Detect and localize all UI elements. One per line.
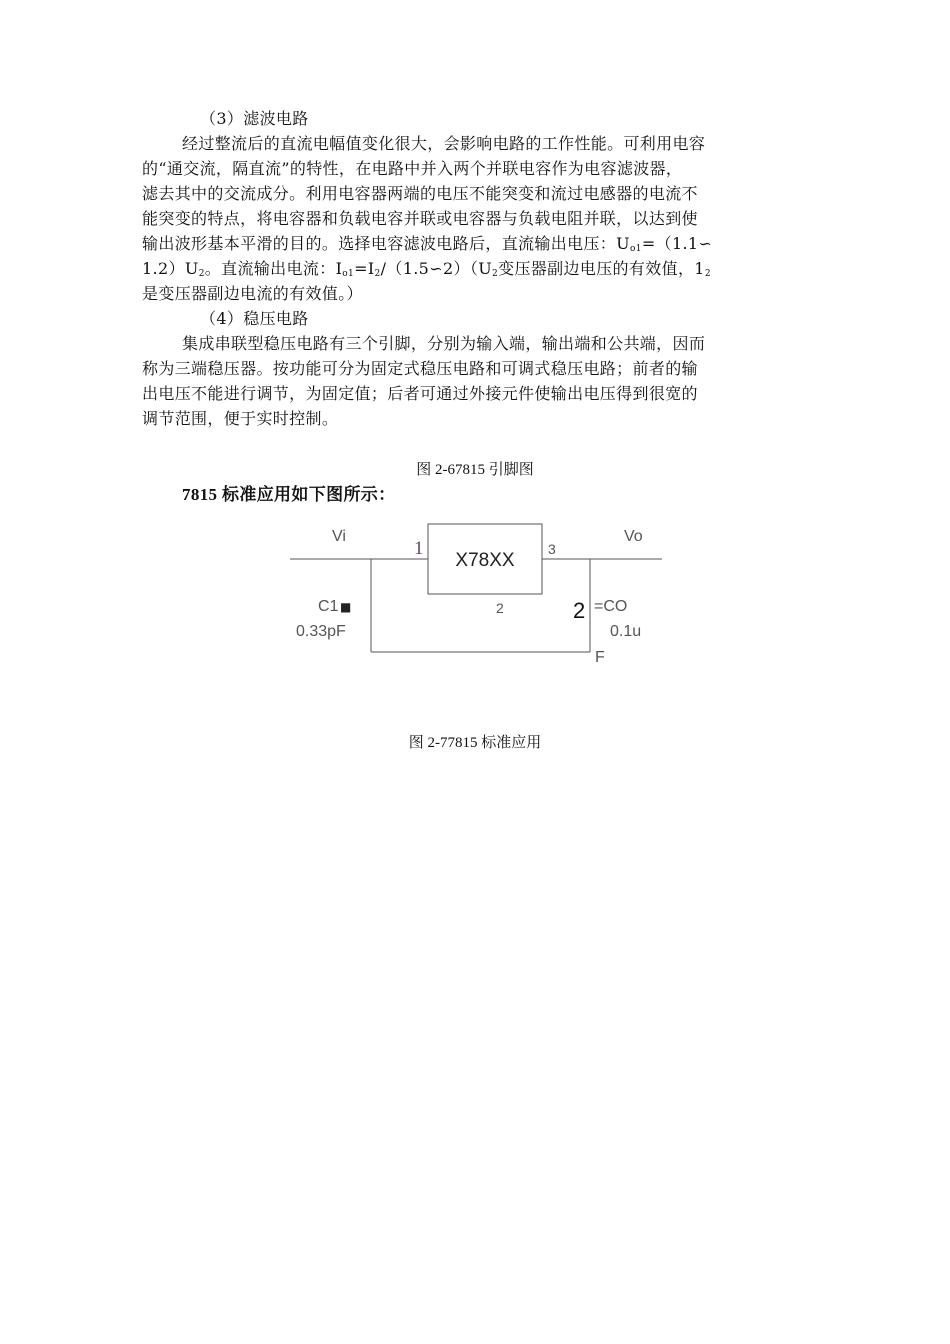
pin2-label: 2 — [496, 600, 504, 616]
subscript: 2 — [374, 269, 381, 279]
paragraph-line — [142, 181, 794, 206]
paragraph-line — [142, 381, 794, 406]
line-text: 滤去其中的交流成分。利用电容器两端的电压不能突变和流过电感器的电流不 — [142, 184, 698, 203]
c1-label: C1 — [318, 598, 339, 615]
clipped-label: F — [595, 649, 605, 666]
subscript: 2 — [704, 269, 711, 279]
line-text: 集成串联型稳压电路有三个引脚，分别为输入端，输出端和公共端，因而 — [182, 334, 706, 353]
line-text: =I — [354, 259, 375, 278]
line-text: 经过整流后的直流电幅值变化很大，会影响电路的工作性能。可利用电容 — [182, 134, 706, 153]
chip-name: X78XX — [455, 550, 515, 571]
paragraph-line — [182, 331, 834, 356]
vi-label: Vi — [332, 528, 346, 545]
figure-caption-pinout: 图 2-67815 引脚图 — [416, 462, 534, 478]
intro-text: 7815 标准应用如下图所示： — [182, 485, 396, 504]
section-heading-regulator — [200, 306, 852, 331]
circuit-svg — [286, 518, 666, 666]
line-text: 。直流输出电流：I — [204, 259, 343, 278]
subscript: 2 — [492, 269, 499, 279]
heading-text: （3）滤波电路 — [200, 109, 309, 128]
pin2-large-label: 2 — [573, 598, 586, 623]
subscript: 2 — [198, 269, 205, 279]
heading-text: （4）稳压电路 — [200, 309, 309, 328]
paragraph-line — [142, 356, 794, 381]
circuit-diagram — [286, 518, 666, 666]
line-text: 是变压器副边电流的有效值。） — [142, 284, 363, 303]
line-text: /（1.5∽2）（U — [380, 259, 493, 278]
paragraph-line — [142, 156, 794, 181]
section-heading-filter — [200, 106, 852, 131]
paragraph-line — [182, 131, 834, 156]
line-text: 称为三端稳压器。按功能可分为固定式稳压电路和可调式稳压电路；前者的输 — [142, 359, 698, 378]
line-text: 变压器副边电压的有效值，1 — [498, 259, 705, 278]
paragraph-line — [142, 406, 794, 431]
co-label: =CO — [594, 598, 628, 615]
vo-label: Vo — [624, 528, 643, 545]
figure-intro — [182, 482, 834, 507]
pin3-label: 3 — [548, 541, 556, 557]
line-text: 输出波形基本平滑的目的。选择电容滤波电路后，直流输出电压：U — [142, 234, 630, 253]
line-text: 调节范围，便于实时控制。 — [142, 409, 339, 428]
c1-marker: ■ — [340, 600, 352, 614]
subscript: o1 — [342, 269, 355, 279]
figure-caption-application: 图 2-77815 标准应用 — [408, 735, 542, 751]
line-text: 出电压不能进行调节，为固定值；后者可通过外接元件使输出电压得到很宽的 — [142, 384, 698, 403]
c1-value: 0.33pF — [296, 623, 346, 640]
paragraph-line — [142, 281, 794, 306]
line-text: 能突变的特点，将电容器和负载电容并联或电容器与负载电阻并联，以达到使 — [142, 209, 698, 228]
line-text: 1.2）U — [142, 259, 199, 278]
co-value: 0.1u — [610, 623, 642, 640]
line-text: 的“通交流，隔直流”的特性，在电路中并入两个并联电容作为电容滤波器， — [142, 159, 683, 178]
line-text: =（1.1∽ — [641, 234, 713, 253]
subscript: o1 — [630, 244, 642, 254]
pin1-label: 1 — [414, 538, 424, 559]
paragraph-line — [142, 206, 794, 231]
